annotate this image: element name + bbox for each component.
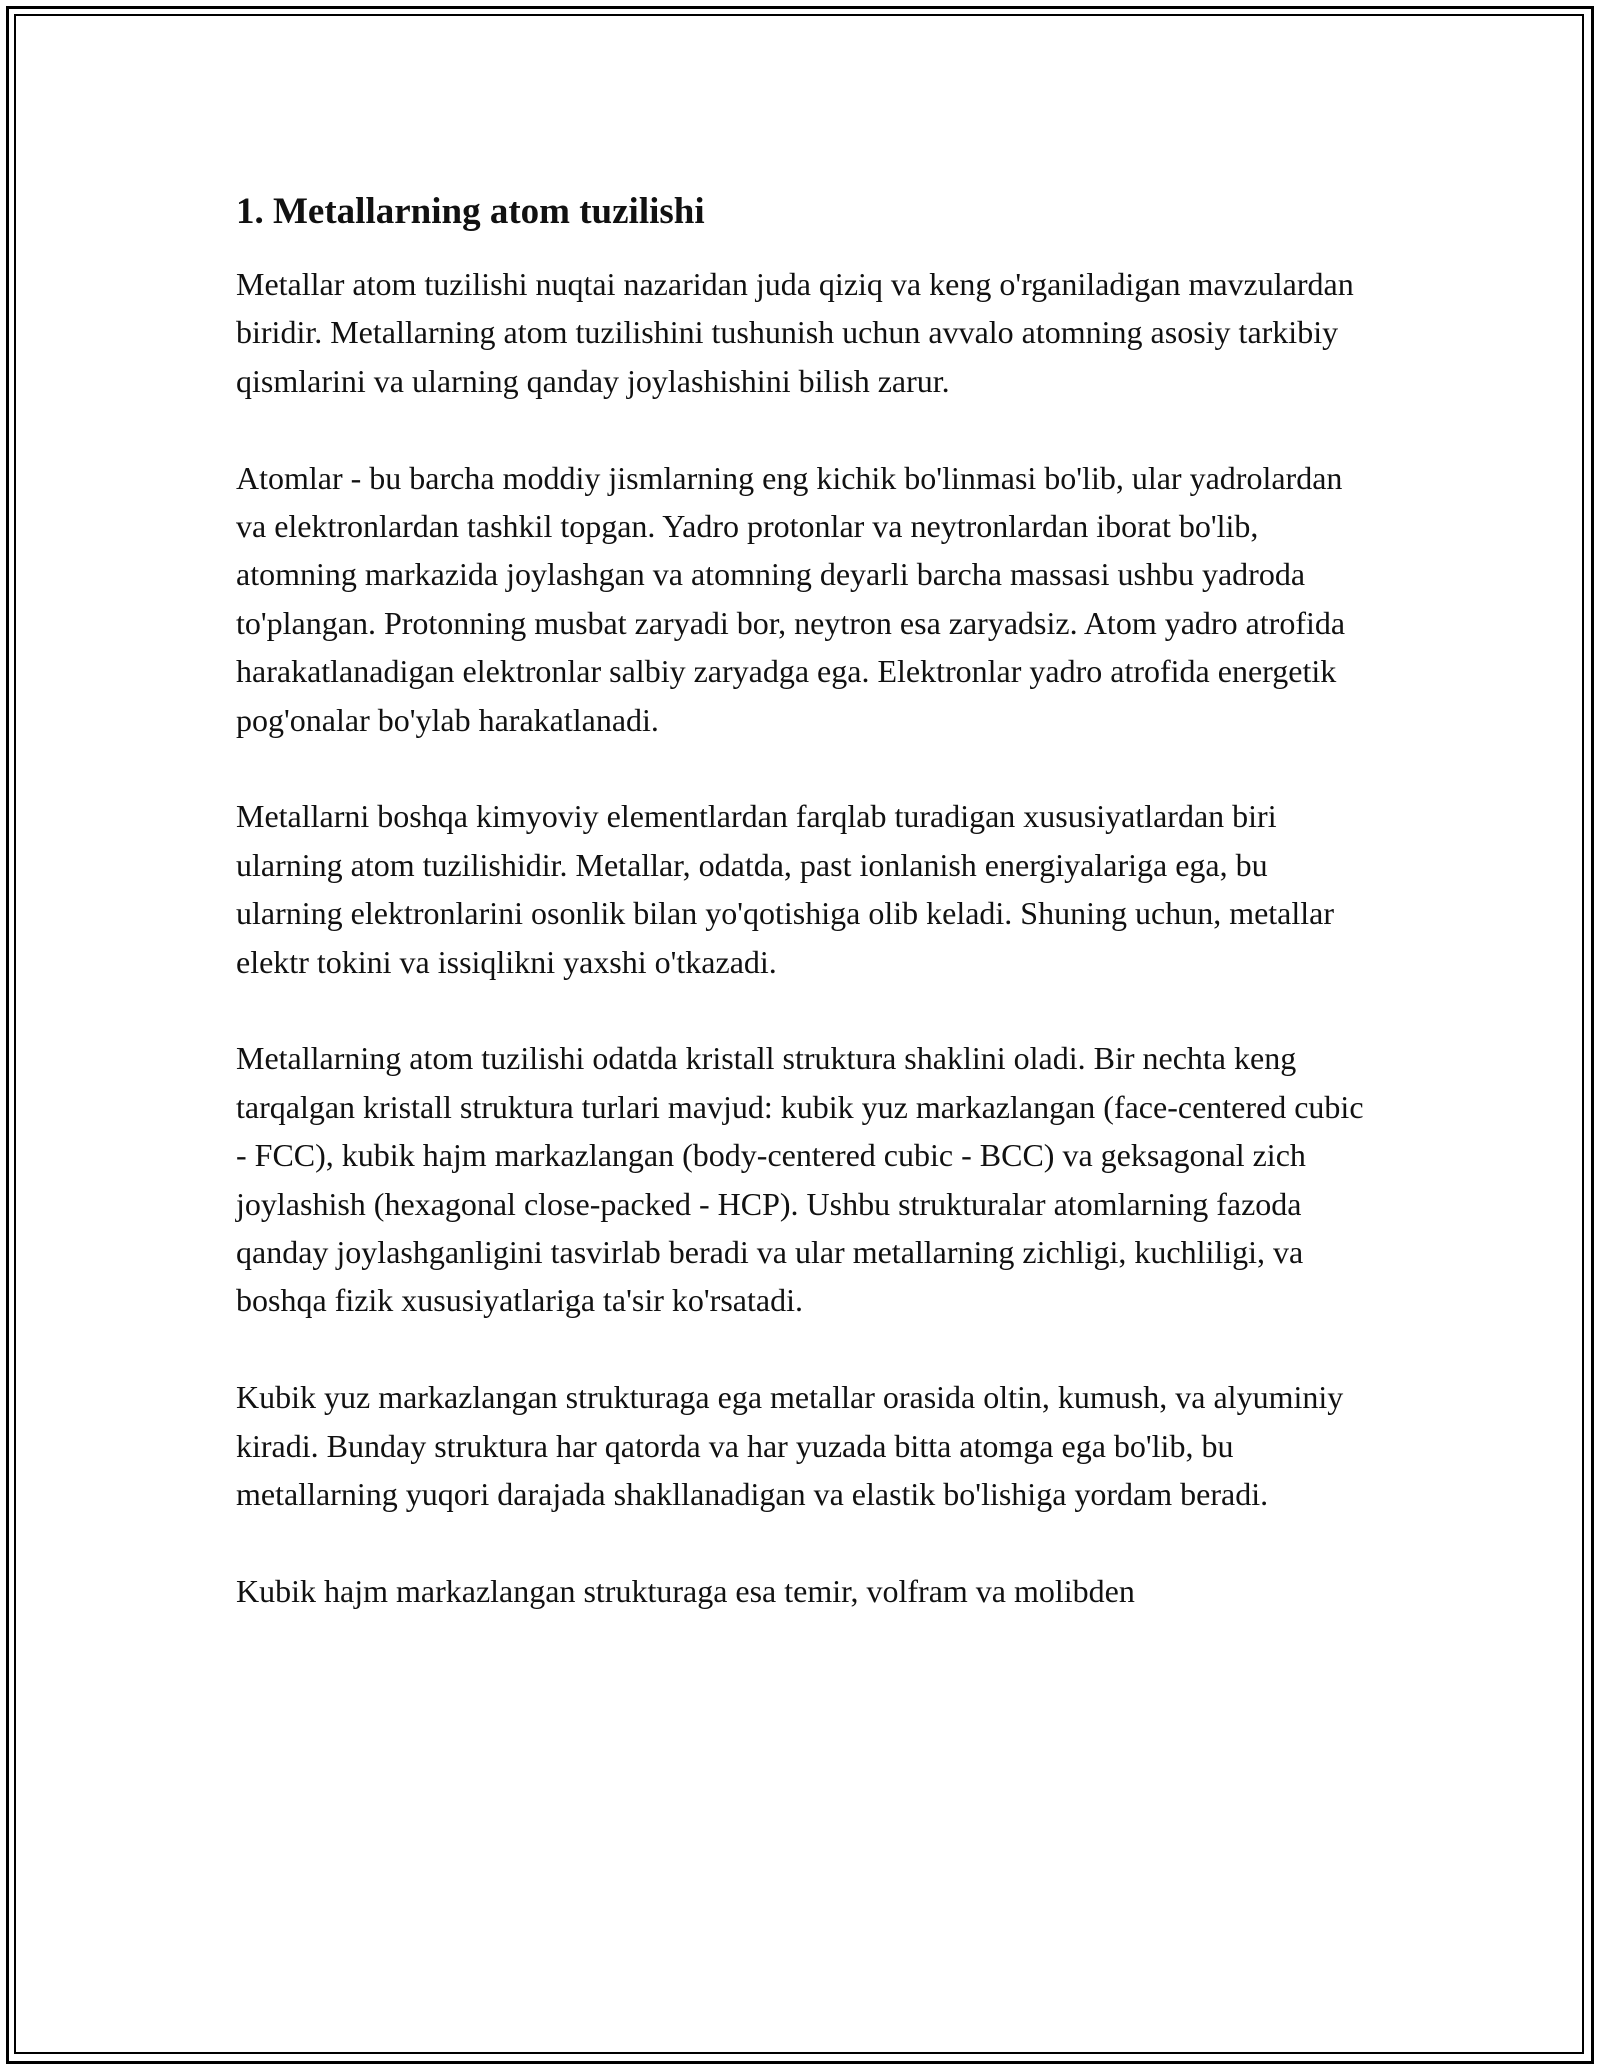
document-body <box>236 188 1376 1664</box>
paragraph-6: Kubik hajm markazlangan strukturaga esa temir, volfram va molibden <box>236 1572 1135 1609</box>
paragraph-1: Metallar atom tuzilishi nuqtai nazaridan juda qiziq va keng o'rganiladigan mavzulardan biridir. Metallarning atom tuzilishini tushunish uchun avvalo atomning asosiy tarkibiy qismlarini va ularning qanday joylashishini bilish zarur. <box>236 266 1354 399</box>
paragraph-5: Kubik yuz markazlangan strukturaga ega metallar orasida oltin, kumush, va alyuminiy kiradi. Bunday struktura har qatorda va har yuzada bitta atomga ega bo'lib, bu metallarning yuqori darajada shakllanadigan va elastik bo'lishiga yordam beradi. <box>236 1379 1344 1513</box>
paragraph-2: Atomlar - bu barcha moddiy jismlarning eng kichik bo'linmasi bo'lib, ular yadrolardan va elektronlardan tashkil topgan. Yadro protonlar va neytronlardan iborat bo'lib, atomning markazida joylashgan va atomning deyarli barcha massasi ushbu yadroda to'plangan. Protonning musbat zaryadi bor, neytron esa zaryadsiz. Atom yadro atrofida harakatlanadigan elektronlar salbiy zaryadga ega. Elektronlar yadro atrofida energetik pog'onalar bo'ylab harakatlanadi. <box>236 459 1346 738</box>
section-title: 1. Metallarning atom tuzilishi <box>236 191 705 232</box>
paragraph-3: Metallarni boshqa kimyoviy elementlardan farqlab turadigan xususiyatlardan biri ularning atom tuzilishidir. Metallar, odatda, past ionlanish energiyalariga ega, bu ularning elektronlarini osonlik bilan yo'qotishiga olib keladi. Shuning uchun, metallar elektr tokini va issiqlikni yaxshi o'tkazadi. <box>236 798 1335 980</box>
paragraph-4: Metallarning atom tuzilishi odatda kristall struktura shaklini oladi. Bir nechta keng tarqalgan kristall struktura turlari mavjud: kubik yuz markazlangan (face-centered cubic - FCC), kubik hajm markazlangan (body-centered cubic - BCC) va geksagonal zich joylashish (hexagonal close-packed - HCP). Ushbu strukturalar atomlarning fazoda qanday joylashganligini tasvirlab beradi va ular metallarning zichligi, kuchliligi, va boshqa fizik xususiyatlariga ta'sir ko'rsatadi. <box>236 1040 1364 1319</box>
